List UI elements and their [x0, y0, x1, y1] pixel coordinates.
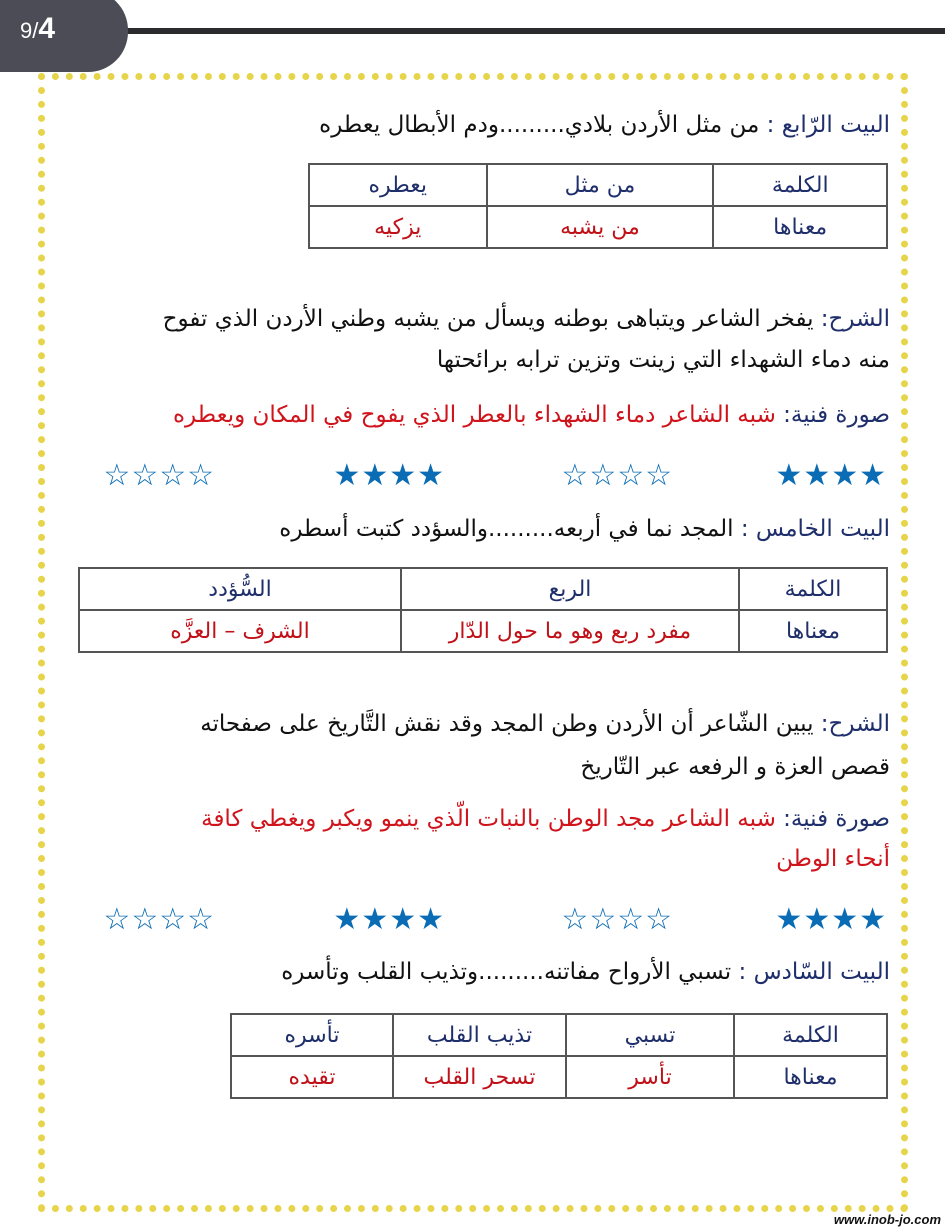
- table-cell: تسبي: [566, 1014, 734, 1056]
- image-label: صورة فنية:: [783, 402, 890, 428]
- stanza-label: البيت السّادس :: [738, 959, 890, 985]
- image-text: أنحاء الوطن: [776, 846, 890, 872]
- outline-stars-icon: ☆☆☆☆: [561, 902, 673, 937]
- stanza6-title: [281, 959, 890, 985]
- stanza6-vocab-table: [230, 1013, 888, 1099]
- explanation-text: يفخر الشاعر ويتباهى بوطنه ويسأل من يشبه وطني الأردن الذي تفوح: [162, 306, 814, 332]
- stanza4-vocab-table: [308, 163, 888, 249]
- page-total: 9: [20, 18, 33, 43]
- explanation-text: منه دماء الشهداء التي زينت وتزين ترابه برائحتها: [436, 347, 890, 373]
- table-cell: تسحر القلب: [393, 1056, 566, 1098]
- stanza-text: المجد نما في أربعه.........والسؤدد كتبت أسطره: [279, 516, 741, 542]
- header-rule: [100, 28, 945, 34]
- table-cell: الشرف – العزَّه: [79, 610, 401, 652]
- table-cell: الكلمة: [739, 568, 887, 610]
- stanza5-image-2: [776, 846, 890, 872]
- stanza4-title: [319, 112, 890, 138]
- page-current: 4: [38, 12, 56, 45]
- table-cell: معناها: [713, 206, 887, 248]
- stanza4-explanation-2: [437, 347, 890, 373]
- stanza-text: تسبي الأرواح مفاتنه.........وتذيب القلب وتأسره: [281, 959, 739, 985]
- stanza5-vocab-table: [78, 567, 888, 653]
- table-cell: السُّؤدد: [79, 568, 401, 610]
- table-cell: معناها: [739, 610, 887, 652]
- image-text: شبه الشاعر دماء الشهداء بالعطر الذي يفوح في المكان ويعطره: [173, 402, 784, 428]
- table-cell: الربع: [401, 568, 739, 610]
- table-row: [309, 206, 887, 248]
- page-separator: /: [32, 18, 39, 43]
- table-cell: من مثل: [487, 164, 714, 206]
- stanza4-explanation: [163, 306, 890, 332]
- table-row: [79, 610, 887, 652]
- explanation-text: يبين الشّاعر أن الأردن وطن المجد وقد نقش التَّاريخ على صفحاته: [200, 711, 814, 737]
- table-cell: من يشبه: [487, 206, 714, 248]
- filled-stars-icon: ★★★★: [775, 458, 887, 493]
- table-cell: تأسره: [231, 1014, 393, 1056]
- table-cell: تأسر: [566, 1056, 734, 1098]
- stanza4-image: [173, 402, 890, 428]
- table-cell: الكلمة: [713, 164, 887, 206]
- table-row: [309, 164, 887, 206]
- table-cell: تقيده: [231, 1056, 393, 1098]
- stanza5-explanation-2: [580, 754, 890, 780]
- table-cell: يعطره: [309, 164, 487, 206]
- footer-website: www.inob-jo.com: [833, 1212, 941, 1227]
- table-cell: معناها: [734, 1056, 887, 1098]
- outline-stars-icon: ☆☆☆☆: [103, 458, 215, 493]
- filled-stars-icon: ★★★★: [333, 458, 445, 493]
- table-cell: تذيب القلب: [393, 1014, 566, 1056]
- explanation-label: الشرح:: [820, 306, 890, 332]
- table-row: [79, 568, 887, 610]
- table-cell: مفرد ربع وهو ما حول الدّار: [401, 610, 739, 652]
- explanation-label: الشرح:: [820, 711, 890, 737]
- image-label: صورة فنية:: [783, 806, 890, 832]
- filled-stars-icon: ★★★★: [333, 902, 445, 937]
- stanza5-image: [201, 806, 890, 832]
- stanza5-title: [279, 516, 890, 542]
- table-row: [231, 1056, 887, 1098]
- stanza-text: من مثل الأردن بلادي.........ودم الأبطال يعطره: [319, 112, 767, 138]
- stanza5-explanation: [200, 711, 890, 737]
- stanza-label: البيت الخامس :: [740, 516, 890, 542]
- page-number-badge: [0, 0, 128, 72]
- explanation-text: قصص العزة و الرفعه عبر التّاريخ: [580, 754, 890, 780]
- filled-stars-icon: ★★★★: [775, 902, 887, 937]
- table-row: [231, 1014, 887, 1056]
- table-cell: الكلمة: [734, 1014, 887, 1056]
- outline-stars-icon: ☆☆☆☆: [103, 902, 215, 937]
- table-cell: يزكيه: [309, 206, 487, 248]
- stanza-label: البيت الرّابع :: [766, 112, 890, 138]
- image-text: شبه الشاعر مجد الوطن بالنبات الّذي ينمو ويكبر ويغطي كافة: [201, 806, 784, 832]
- outline-stars-icon: ☆☆☆☆: [561, 458, 673, 493]
